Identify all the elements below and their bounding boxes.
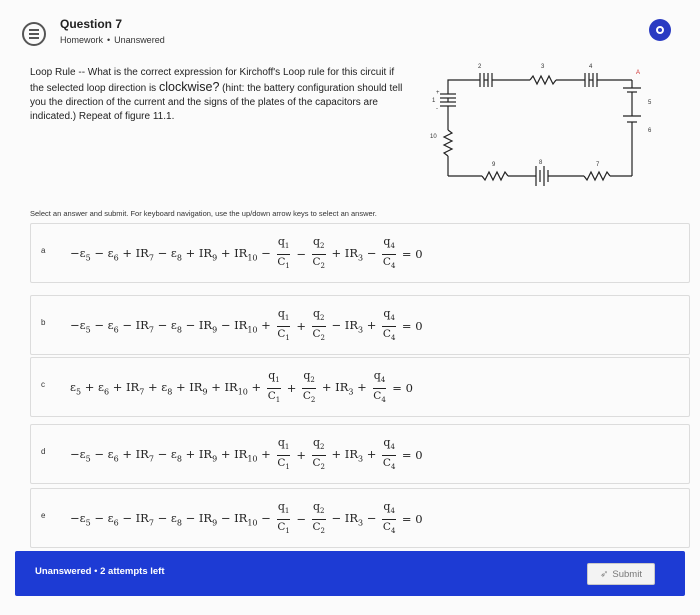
answer-instructions: Select an answer and submit. For keyboard navigation, use the up/down arrow keys to select an answer.	[30, 209, 377, 218]
fraction: $\frac{q_4}{C_4}$	[382, 435, 396, 472]
label-minus: -	[436, 106, 438, 112]
attempt-status	[35, 566, 165, 577]
equation-term: +	[286, 381, 297, 395]
answer-status: Unanswered	[35, 566, 92, 577]
equation-term: −	[296, 247, 306, 261]
question-meta	[60, 35, 165, 45]
label-5: 5	[648, 100, 652, 106]
equation-term: = 0	[401, 247, 423, 261]
equation-term: $\varepsilon_5 + \varepsilon_6 + IR_7 + \varepsilon_8 + IR_9 + IR_{10}$ +	[70, 379, 262, 397]
label-plus: +	[436, 90, 440, 96]
fraction: $\frac{q_4}{C_4}$	[382, 306, 396, 343]
label-1: 1	[432, 98, 436, 104]
status-bar	[15, 551, 685, 596]
equation-term: = 0	[401, 319, 423, 333]
label-6: 6	[648, 128, 652, 134]
submit-label: Submit	[612, 568, 642, 580]
label-4: 4	[589, 64, 593, 70]
option-equation	[67, 435, 426, 475]
equation-term: $-\varepsilon_5 - \varepsilon_6 + IR_7 - \varepsilon_8 + IR_9 + IR_{10}$ +	[70, 446, 271, 464]
answer-option-e[interactable]	[30, 488, 690, 548]
fraction: $\frac{q_1}{C_1}$	[277, 499, 290, 536]
equation-term: +	[296, 319, 306, 333]
option-equation	[67, 499, 426, 539]
attempts-left: 2 attempts left	[100, 566, 165, 577]
equation-term: $-\varepsilon_5 - \varepsilon_6 - IR_7 - \varepsilon_8 - IR_9 - IR_{10}$ +	[70, 317, 271, 335]
info-circle-icon[interactable]	[649, 19, 671, 41]
label-9: 9	[492, 162, 496, 168]
fraction: $\frac{q_4}{C_4}$	[373, 368, 386, 405]
send-icon: ➶	[600, 568, 609, 580]
fraction: $\frac{q_2}{C_2}$	[312, 435, 325, 472]
question-text-highlight: clockwise?	[158, 80, 220, 94]
option-letter: b	[41, 318, 46, 327]
label-10: 10	[430, 134, 437, 140]
question-list-icon[interactable]	[22, 22, 46, 46]
question-text-part: Loop Rule -- What is the correct expression for Kirchoff's Loop rule for this circuit if the selected loop direction is	[30, 67, 395, 94]
equation-term: = 0	[401, 448, 423, 462]
answer-option-d[interactable]	[30, 424, 690, 484]
fraction: $\frac{q_1}{C_1}$	[277, 306, 290, 343]
label-a: A	[636, 70, 641, 76]
equation-term: + $IR_3$ +	[321, 379, 367, 397]
answer-option-a[interactable]	[30, 223, 690, 283]
fraction: $\frac{q_1}{C_1}$	[277, 234, 290, 271]
equation-term: = 0	[392, 381, 413, 395]
separator-dot: •	[94, 566, 101, 577]
option-equation	[67, 306, 426, 346]
fraction: $\frac{q_1}{C_1}$	[277, 435, 290, 472]
equation-term: + $IR_3$ −	[331, 245, 377, 263]
circuit-diagram	[420, 58, 660, 188]
equation-term: $-\varepsilon_5 - \varepsilon_6 + IR_7 - \varepsilon_8 + IR_9 + IR_{10}$ −	[70, 245, 271, 263]
question-text	[30, 66, 410, 124]
fraction: $\frac{q_4}{C_4}$	[382, 234, 396, 271]
equation-term: − $IR_3$ +	[331, 317, 377, 335]
equation-term: −	[296, 512, 306, 526]
label-2: 2	[478, 64, 482, 70]
equation-term: $-\varepsilon_5 - \varepsilon_6 - IR_7 - \varepsilon_8 - IR_9 - IR_{10}$ −	[70, 510, 271, 528]
equation-term: − $IR_3$ −	[331, 510, 377, 528]
answer-option-c[interactable]	[30, 357, 690, 417]
equation-term: +	[296, 448, 306, 462]
question-type: Homework	[60, 35, 104, 45]
question-text-part: (hint: the battery configuration should tell you the direction of the current and the signs of the plates of the capacitors are indicated.) Repeat of figure 11.1.	[30, 83, 403, 122]
label-7: 7	[596, 162, 600, 168]
fraction: $\frac{q_4}{C_4}$	[382, 499, 396, 536]
fraction: $\frac{q_2}{C_2}$	[312, 234, 325, 271]
fraction: $\frac{q_2}{C_2}$	[312, 499, 325, 536]
equation-term: = 0	[401, 512, 423, 526]
label-3: 3	[541, 64, 545, 70]
option-letter: e	[41, 511, 46, 520]
option-letter: d	[41, 447, 46, 456]
option-equation	[67, 234, 426, 274]
answer-option-b[interactable]	[30, 295, 690, 355]
option-letter: a	[41, 246, 46, 255]
option-letter: c	[41, 380, 45, 389]
fraction: $\frac{q_2}{C_2}$	[312, 306, 325, 343]
option-equation	[67, 368, 416, 408]
fraction: $\frac{q_1}{C_1}$	[267, 368, 281, 405]
fraction: $\frac{q_2}{C_2}$	[302, 368, 316, 405]
label-8: 8	[539, 160, 543, 166]
equation-term: + $IR_3$ +	[331, 446, 377, 464]
question-title: Question 7	[60, 17, 123, 31]
separator-dot: •	[107, 35, 111, 45]
submit-button[interactable]	[587, 563, 655, 585]
question-status: Unanswered	[114, 35, 165, 45]
